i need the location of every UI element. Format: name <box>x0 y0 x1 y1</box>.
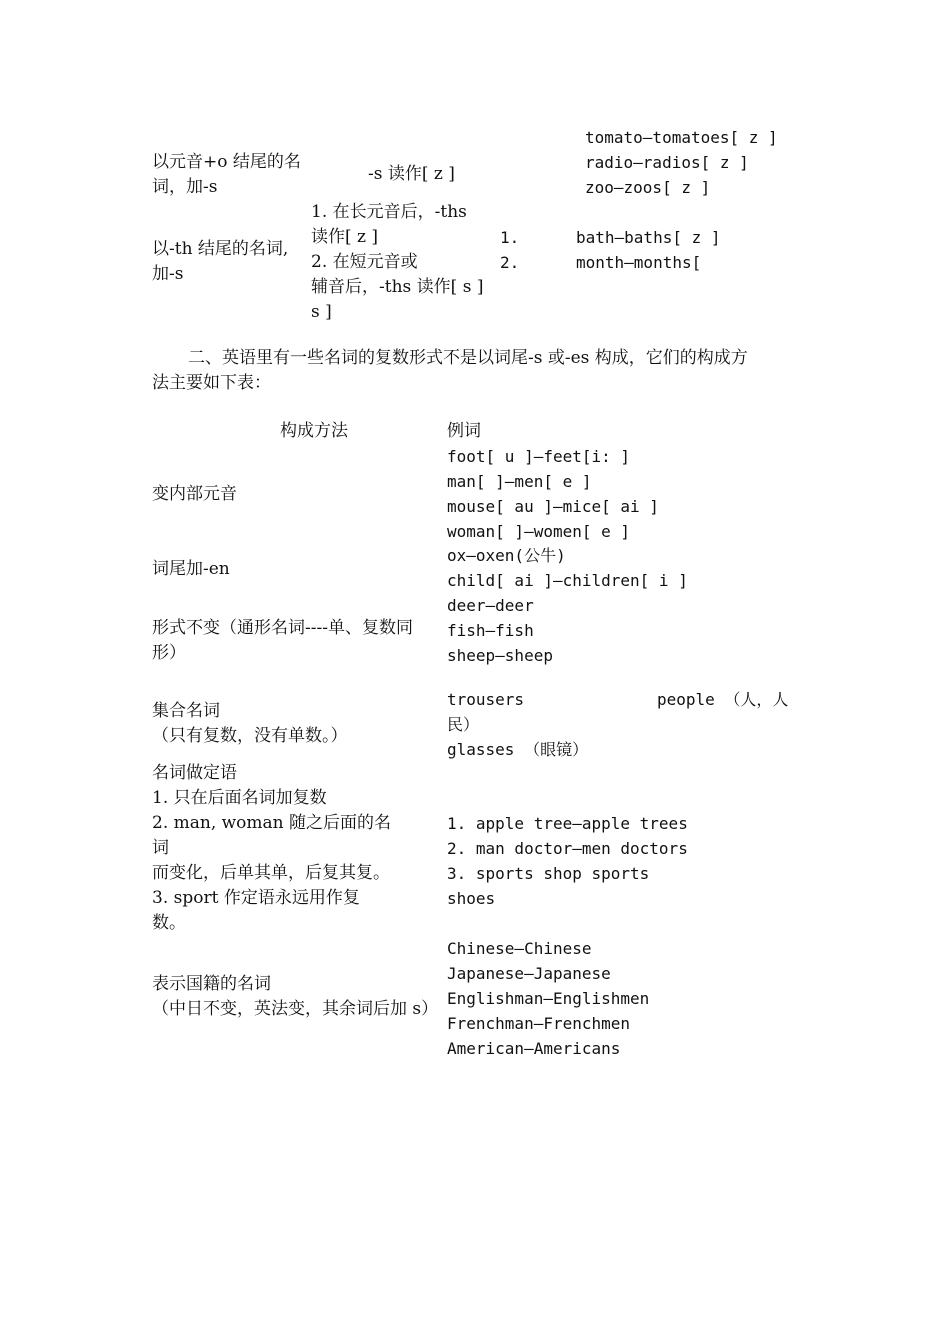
examples-collective-rest: 民） glasses （眼镜） <box>447 715 589 759</box>
pron-th-ending: 1. 在长元音后，-ths 读作[ z ] 2. 在短元音或 辅音后，-ths 读作[ s ] s ] <box>311 202 484 322</box>
method-collective: 集合名词 （只有复数，没有单数。） <box>152 701 348 746</box>
th-example-numbers: 1. 2. <box>500 228 520 272</box>
method-vowel-change: 变内部元音 <box>152 484 237 504</box>
method-noun-modifier: 名词做定语 1. 只在后面名词加复数 2. man, woman 随之后面的名 词 而变化，后单其单，后复其复。 3. sport 作定语永远用作复 数。 <box>152 763 392 933</box>
examples-en-suffix: ox—oxen(公牛) child[ ai ]—children[ i ] <box>447 546 688 590</box>
examples-nationality: Chinese—Chinese Japanese—Japanese Englishman—Englishmen Frenchman—Frenchmen American—Americans <box>447 939 650 1058</box>
examples-unchanged: deer—deer fish—fish sheep—sheep <box>447 596 553 665</box>
method-nationality: 表示国籍的名词 （中日不变，英法变，其余词后加 s） <box>152 974 439 1019</box>
rule-o-ending: 以元音+o 结尾的名 词，加-s <box>152 152 301 197</box>
rule-th-ending: 以-th 结尾的名词, 加-s <box>152 239 289 284</box>
method-en-suffix: 词尾加-en <box>152 559 230 579</box>
examples-o-ending: tomato—tomatoes[ z ] radio—radios[ z ] zoo—zoos[ z ] <box>585 128 778 197</box>
examples-noun-modifier: 1. apple tree—apple trees 2. man doctor—men doctors 3. sports shop sports shoes <box>447 814 688 908</box>
section-paragraph: 二、英语里有一些名词的复数形式不是以词尾-s 或-es 构成，它们的构成方 法主要如下表： <box>152 348 748 393</box>
examples-th-ending: bath—baths[ z ] month—months[ <box>576 228 721 272</box>
header-examples: 例词 <box>447 421 481 441</box>
pron-o-ending: -s 读作[ z ] <box>368 164 455 184</box>
examples-vowel-change: foot[ u ]—feet[i: ] man[ ]—men[ e ] mouse[ au ]—mice[ ai ] woman[ ]—women[ e ] <box>447 447 659 541</box>
method-unchanged: 形式不变（通形名词----单、复数同 形） <box>152 618 413 663</box>
example-trousers: trousers <box>447 690 525 709</box>
header-method: 构成方法 <box>280 421 348 441</box>
example-people: people （人，人 <box>657 690 789 709</box>
